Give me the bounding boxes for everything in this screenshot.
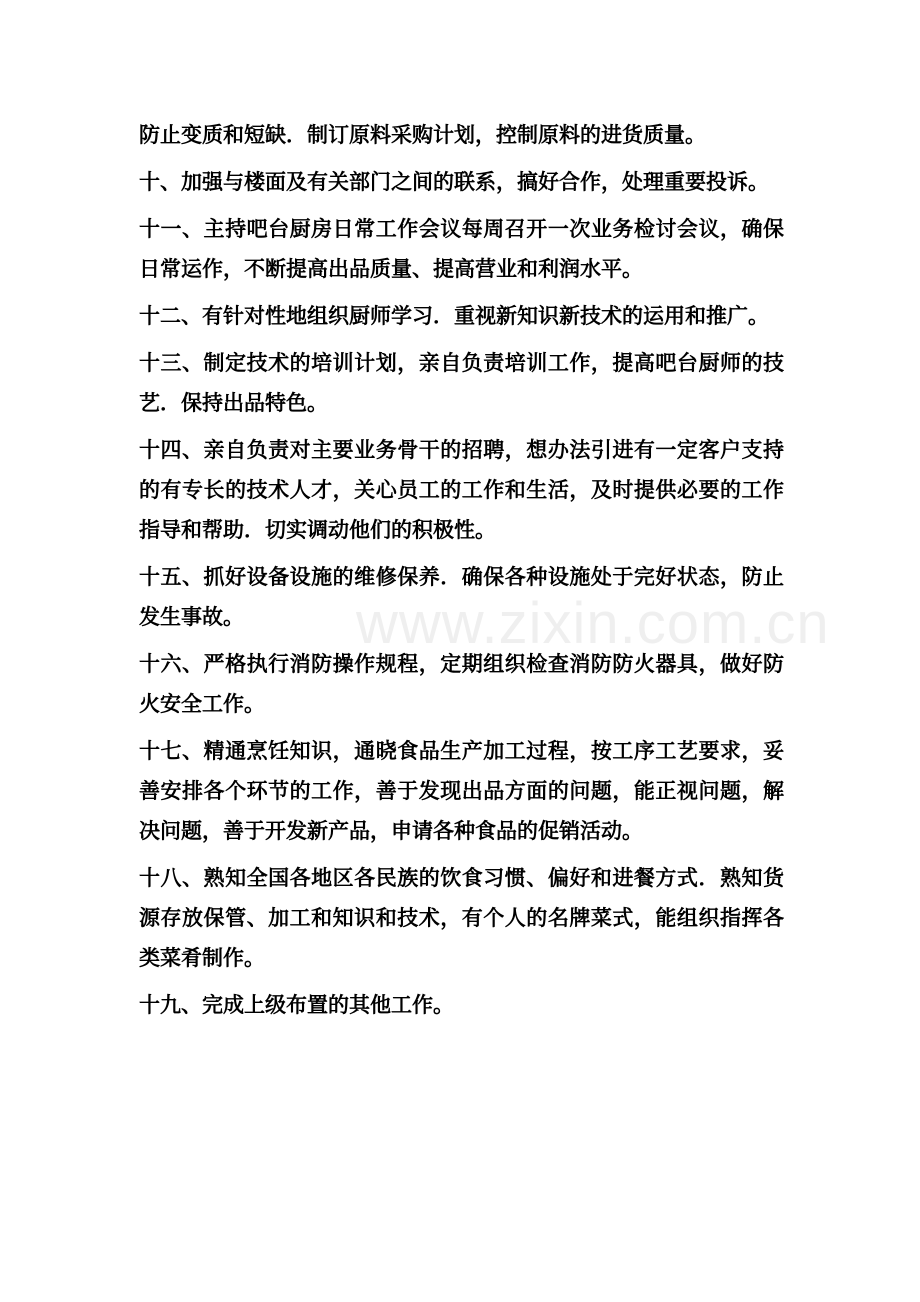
paragraph-7: 十六、严格执行消防操作规程，定期组织检查消防防火器具，做好防火安全工作。 [139, 651, 784, 716]
watermark: www.zixin.com.cn [356, 591, 830, 656]
paragraph-1: 十、加强与楼面及有关部门之间的联系，搞好合作，处理重要投诉。 [139, 169, 769, 194]
paragraph-5: 十四、亲自负责对主要业务骨干的招聘，想办法引进有一定客户支持的有专长的技术人才，关心员工的工作和生活，及时提供必要的工作指导和帮助．切实调动他们的积极性。 [139, 437, 784, 542]
paragraph-6: 十五、抓好设备设施的维修保养．确保各种设施处于完好状态，防止发生事故。 [139, 564, 784, 629]
paragraph-0: 防止变质和短缺．制订原料采购计划，控制原料的进货质量。 [139, 122, 706, 147]
paragraph-8: 十七、精通烹饪知识，通晓食品生产加工过程，按工序工艺要求，妥善安排各个环节的工作，善于发现出品方面的问题，能正视问题，解决问题，善于开发新产品，申请各种食品的促销活动。 [139, 738, 784, 843]
paragraph-9: 十八、熟知全国各地区各民族的饮食习惯、偏好和进餐方式．熟知货源存放保管、加工和知识和技术，有个人的名牌菜式，能组织指挥各类菜肴制作。 [139, 865, 784, 970]
paragraph-4: 十三、制定技术的培训计划，亲自负责培训工作，提高吧台厨师的技艺．保持出品特色。 [139, 350, 784, 415]
paragraph-3: 十二、有针对性地组织厨师学习．重视新知识新技术的运用和推广。 [139, 303, 769, 328]
document-body [139, 115, 784, 1032]
paragraph-10: 十九、完成上级布置的其他工作。 [139, 992, 454, 1017]
paragraph-2: 十一、主持吧台厨房日常工作会议每周召开一次业务检讨会议，确保日常运作，不断提高出品质量、提高营业和利润水平。 [139, 216, 784, 281]
